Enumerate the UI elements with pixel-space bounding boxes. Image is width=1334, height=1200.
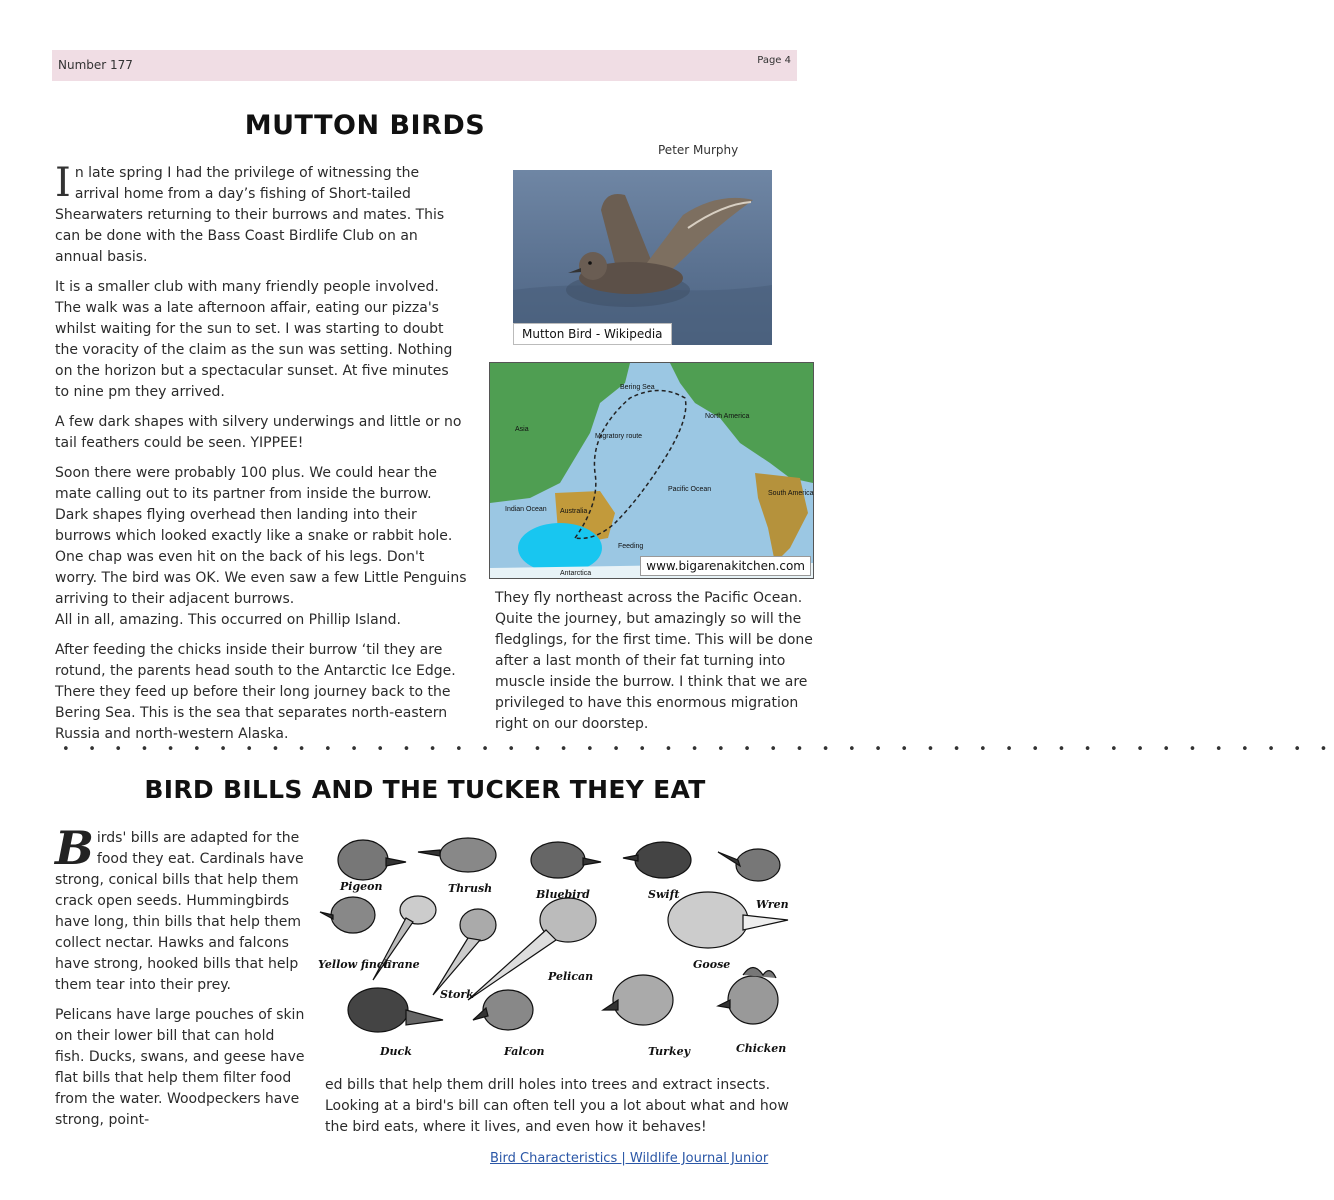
paragraph-burrows: Soon there were probably 100 plus. We could hear the mate calling out to its partner from inside the burrow. Dark shapes flying overhead then landing into their burrows which looked exactly like a snake or rabbit hole. One chap was even hit on the back of his legs. Don't worry. The bird was OK. We even saw a few Little Penguins arriving to their adjacent burrows. bbox=[55, 465, 467, 607]
label-chicken: Chicken bbox=[736, 1042, 787, 1055]
bills-body-right bbox=[325, 1075, 790, 1138]
header-bar bbox=[52, 50, 797, 81]
drop-cap-i: I bbox=[55, 160, 71, 206]
paragraph-phillip-island: All in all, amazing. This occurred on Phillip Island. bbox=[55, 612, 401, 628]
bills-body-left bbox=[55, 821, 305, 1140]
mutton-bird-photo bbox=[513, 170, 772, 345]
map-label-antarctica: Antarctica bbox=[560, 570, 592, 577]
paragraph-club: It is a smaller club with many friendly people involved. The walk was a late afternoon affair, eating our pizza's whilst waiting for the sun to set. I was starting to doubt the voracity of the claim as the sun was setting. Nothing on the horizon but a spectacular sunset. At five minutes to nine pm they arrived. bbox=[55, 279, 453, 400]
migration-map bbox=[489, 362, 814, 579]
label-crane: Crane bbox=[383, 958, 420, 971]
paragraph-bills-intro: Birds' bills are adapted for the food they eat. Cardinals have strong, conical bills that help them crack open seeds. Hummingbirds have long, thin bills that help them collect nectar. Hawks and falcons have strong, hooked bills that help them tear into their prey. bbox=[55, 821, 304, 993]
source-link[interactable]: Bird Characteristics | Wildlife Journal Junior bbox=[490, 1151, 769, 1166]
label-yellow-finch: Yellow finch bbox=[318, 958, 392, 971]
label-falcon: Falcon bbox=[504, 1045, 545, 1058]
article-author: Peter Murphy bbox=[658, 143, 739, 157]
label-bluebird: Bluebird bbox=[536, 888, 590, 901]
map-label-feeding: Feeding bbox=[618, 543, 644, 550]
label-thrush: Thrush bbox=[448, 882, 493, 895]
map-label-bering-sea: Bering Sea bbox=[620, 384, 655, 391]
label-goose: Goose bbox=[693, 958, 731, 971]
migration-map-illustration bbox=[490, 363, 813, 578]
article-title-mutton-birds: MUTTON BIRDS bbox=[244, 110, 486, 141]
issue-number: Number 177 bbox=[58, 58, 133, 72]
paragraph-woodpeckers: ed bills that help them drill holes into trees and extract insects. Looking at a bird's bill can often tell you a lot about what and how the bird eats, where it lives, and even how it behaves! bbox=[325, 1077, 789, 1135]
article-title-bird-bills: BIRD BILLS AND THE TUCKER THEY EAT bbox=[144, 775, 706, 804]
drop-cap-b: B bbox=[55, 821, 94, 875]
label-swift: Swift bbox=[648, 888, 680, 901]
map-caption: www.bigarenakitchen.com bbox=[640, 556, 811, 576]
paragraph-feeding: After feeding the chicks inside their burrow ‘til they are rotund, the parents head south to the Antarctic Ice Edge. There they feed up before their long journey back to the Bering Sea. This is the sea that separates north-eastern Russia and north-western Alaska. bbox=[55, 642, 456, 742]
article-body-left bbox=[55, 160, 467, 754]
paragraph-shapes: A few dark shapes with silvery underwings and little or no tail feathers could be seen. YIPPEE! bbox=[55, 414, 462, 451]
label-pelican: Pelican bbox=[548, 970, 594, 983]
map-label-pacific-ocean: Pacific Ocean bbox=[668, 486, 712, 493]
article-body-right bbox=[495, 588, 815, 744]
label-turkey: Turkey bbox=[648, 1045, 690, 1058]
paragraph-migration: They fly northeast across the Pacific Ocean. Quite the journey, but amazingly so will the fledglings, for the first time. This will be done after a last month of their fat turning into muscle inside the burrow. I think that we are privileged to have this enormous migration right on our doorstep. bbox=[495, 590, 813, 732]
map-label-north-america: North America bbox=[705, 413, 750, 420]
label-wren: Wren bbox=[756, 898, 789, 911]
page-number: Page 4 bbox=[757, 55, 791, 66]
dotted-divider: • • • • • • • • • • • • • • • • • • • • • • • • • • • • • • • • • • • • • • • • • • • • • • • • • bbox=[62, 742, 1334, 757]
mutton-bird-illustration bbox=[513, 170, 772, 345]
map-label-south-america: South America bbox=[768, 490, 814, 497]
map-label-asia: Asia bbox=[515, 426, 529, 433]
bird-heads-illustration bbox=[318, 820, 790, 1065]
map-label-migratory-route: Migratory route bbox=[595, 433, 643, 440]
map-label-australia: Australia bbox=[560, 508, 588, 515]
paragraph-intro: In late spring I had the privilege of witnessing the arrival home from a day’s fishing of Short-tailed Shearwaters returning to their burrows and mates. This can be done with the Bass Coast Birdlife Club on an annual basis. bbox=[55, 160, 445, 265]
bird-bills-figure bbox=[318, 820, 790, 1065]
paragraph-pelicans: Pelicans have large pouches of skin on their lower bill that can hold fish. Ducks, swans, and geese have flat bills that help them filter food from the water. Woodpeckers have strong, point- bbox=[55, 1007, 305, 1128]
map-label-indian-ocean: Indian Ocean bbox=[505, 506, 547, 513]
label-duck: Duck bbox=[380, 1045, 412, 1058]
label-pigeon: Pigeon bbox=[340, 880, 383, 893]
label-stork: Stork bbox=[440, 988, 474, 1001]
photo-caption: Mutton Bird - Wikipedia bbox=[513, 323, 672, 345]
